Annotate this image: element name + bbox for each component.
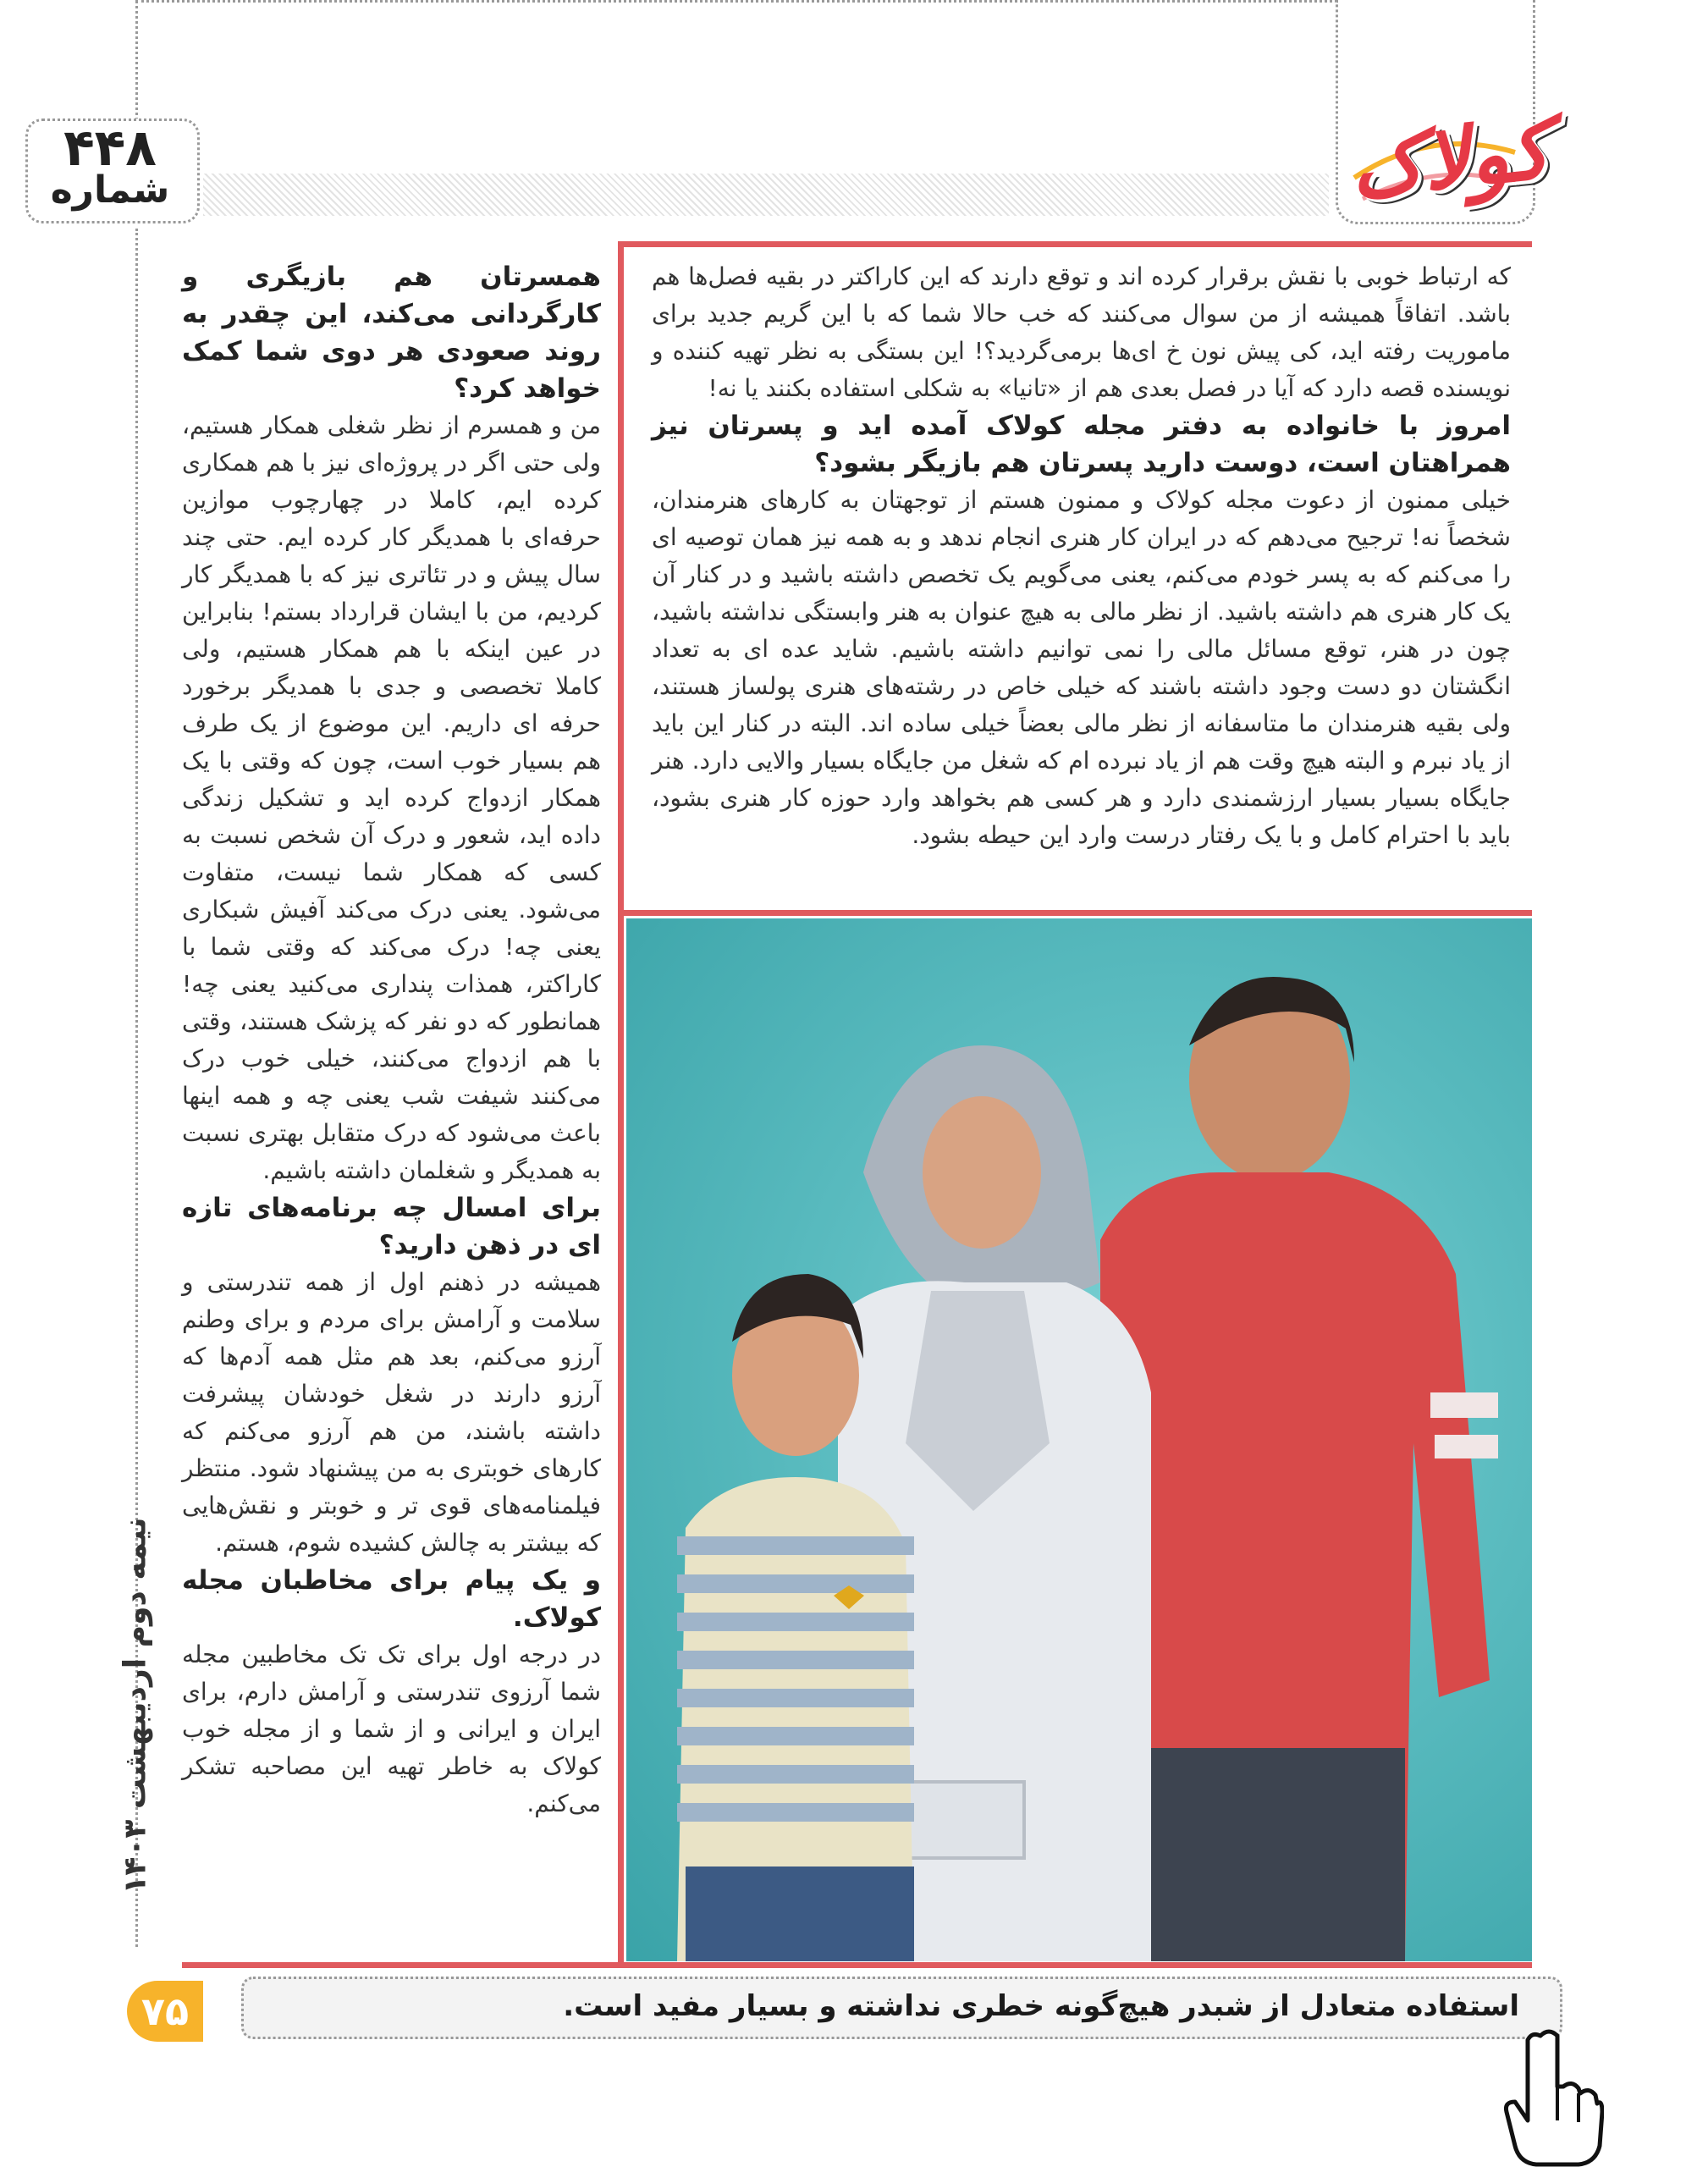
issue-number: ۴۴۸ bbox=[63, 119, 157, 178]
man-figure bbox=[1100, 977, 1498, 1961]
issue-label: شماره bbox=[50, 168, 170, 212]
page-frame-top bbox=[135, 0, 1337, 3]
body-paragraph: که ارتباط خوبی با نقش برقرار کرده اند و توقع دارند که این کاراکتر در بقیه فصل‌ها هم باشد. اتفاقاً همیشه از من سوال می‌کنند که خب حالا شما که با این گریم جدید برای ماموریت رفته اید، کی پیش نون خ ای‌ها برمی‌گردید؟! این بستگی به نظر تهیه کننده و نویسنده قصه دارد که آیا در فصل بعدی هم از «تانیا» به شکلی استفاده بکنند یا نه! bbox=[652, 262, 1511, 402]
header-hatch-strip bbox=[203, 174, 1329, 216]
body-paragraph: همیشه در ذهنم اول از همه تندرستی و سلامت و آرامش برای مردم و برای وطنم آرزو می‌کنم، بعد هم مثل همه آدم‌ها که آرزو دارند در شغل خودشان پیشرفت داشته باشند، من هم آرزو می‌کنم که کارهای خوبتری به من پیشنهاد شود. منتظر فیلمنامه‌های قوی تر و خوبتر و نقش‌هایی که بیشتر به چالش کشیده شوم، هستم. bbox=[182, 1268, 601, 1557]
family-photo-illustration bbox=[626, 918, 1532, 1961]
body-paragraph: خیلی ممنون از دعوت مجله کولاک و ممنون هستم از توجهتان به کارهای هنرمندان، شخصاً نه! ترجیح می‌دهم که در ایران کار هنری انجام ندهد و به همه نیز همان توصیه ای را می‌کنم که به پسر خودم می‌کنم، یعنی می‌گویم یک تخصص داشته باشید و در کنار آن یک کار هنری هم داشته باشید. از نظر مالی به هیچ عنوان به هنر وابستگی نداشته باشید، چون در هنر، توقع مسائل مالی را نمی توانیم داشته باشیم. شاید عده ای به تعداد انگشتان دو دست وجود داشته باشند که خیلی خاص در رشته‌های هنری پولساز هستند، ولی بقیه هنرمندان ما متاسفانه از نظر مالی بعضاً خیلی ساده اند. البته در کنار این باید از یاد نبرم و البته هیچ وقت هم از یاد نبرده ام که شغل من جایگاه بسیار والایی دارد. هنر جایگاه بسیار بسیار ارزشمندی دارد و هر کسی هم بخواهد وارد حوزه کار هنری بشود، باید با احترام کامل و با یک رفتار درست وارد این حیطه بشود. bbox=[652, 486, 1511, 849]
article-left-column bbox=[182, 258, 601, 1951]
interview-question: امروز با خانواده به دفتر مجله کولاک آمده اید و پسرتان نیز همراهتان است، دوست دارید پسرتان هم بازیگر بشود؟ bbox=[652, 411, 1511, 478]
footer-tip-text: استفاده متعادل از شبدر هیچ‌گونه خطری نداشته و بسیار مفید است. bbox=[563, 1989, 1519, 2023]
body-paragraph: من و همسرم از نظر شغلی همکار هستیم، ولی حتی اگر در پروژه‌ای نیز با هم همکاری کرده ایم، کاملا در چهارچوب موازین حرفه‌ای با همدیگر کار کرده ایم. حتی چند سال پیش و در تئاتری نیز که با همدیگر کار کردیم، من با ایشان قرارداد بستم! بنابراین در عین اینکه با هم همکار هستیم، ولی کاملا تخصصی و جدی با همدیگر برخورد حرفه ای داریم. این موضوع از یک طرف هم بسیار خوب است، چون که وقتی با یک همکار ازدواج کرده اید و تشکیل زندگی داده اید، شعور و درک آن شخص نسبت به کسی که همکار شما نیست، متفاوت می‌شود. یعنی درک می‌کند آفیش شبکاری یعنی چه! درک می‌کند که وقتی شما با کاراکتر، همذات پنداری می‌کنید یعنی چه! همانطور که دو نفر که پزشک هستند، وقتی با هم ازدواج می‌کنند، خیلی خوب درک می‌کنند شیفت شب یعنی چه و همه اینها باعث می‌شود که درک متقابل بهتری نسبت به همدیگر و شغلمان داشته باشیم. bbox=[182, 411, 601, 1184]
page-frame-top-left bbox=[135, 0, 138, 127]
pointing-hand-icon bbox=[1502, 2027, 1604, 2167]
red-border-divider bbox=[618, 241, 624, 1968]
issue-date-vertical bbox=[110, 1517, 161, 1894]
interview-question: برای امسال چه برنامه‌های تازه ای در ذهن دارید؟ bbox=[182, 1193, 601, 1260]
magazine-logo: کولاک bbox=[1345, 102, 1555, 218]
page-number: ۷۵ bbox=[140, 1988, 190, 2034]
interview-question: همسرتان هم بازیگری و کارگردانی می‌کند، این چقدر به روند صعودی هر دوی شما کمک خواهد کرد؟ bbox=[182, 262, 601, 404]
red-border-middle bbox=[618, 910, 1532, 916]
red-border-bottom bbox=[182, 1962, 1532, 1968]
article-right-column bbox=[652, 258, 1511, 902]
family-photo bbox=[626, 918, 1532, 1961]
red-border-top bbox=[618, 241, 1532, 247]
issue-date-text: نیمه دوم اردیبهشت ۱۴۰۳ bbox=[118, 1517, 153, 1894]
interview-question: و یک پیام برای مخاطبان مجله کولاک. bbox=[182, 1565, 601, 1633]
body-paragraph: در درجه اول برای تک تک مخاطبین مجله شما آرزوی تندرستی و آرامش دارم، برای ایران و ایرانی و از شما و از مجله خوب کولاک به خاطر تهیه این مصاحبه تشکر می‌کنم. bbox=[182, 1640, 601, 1817]
